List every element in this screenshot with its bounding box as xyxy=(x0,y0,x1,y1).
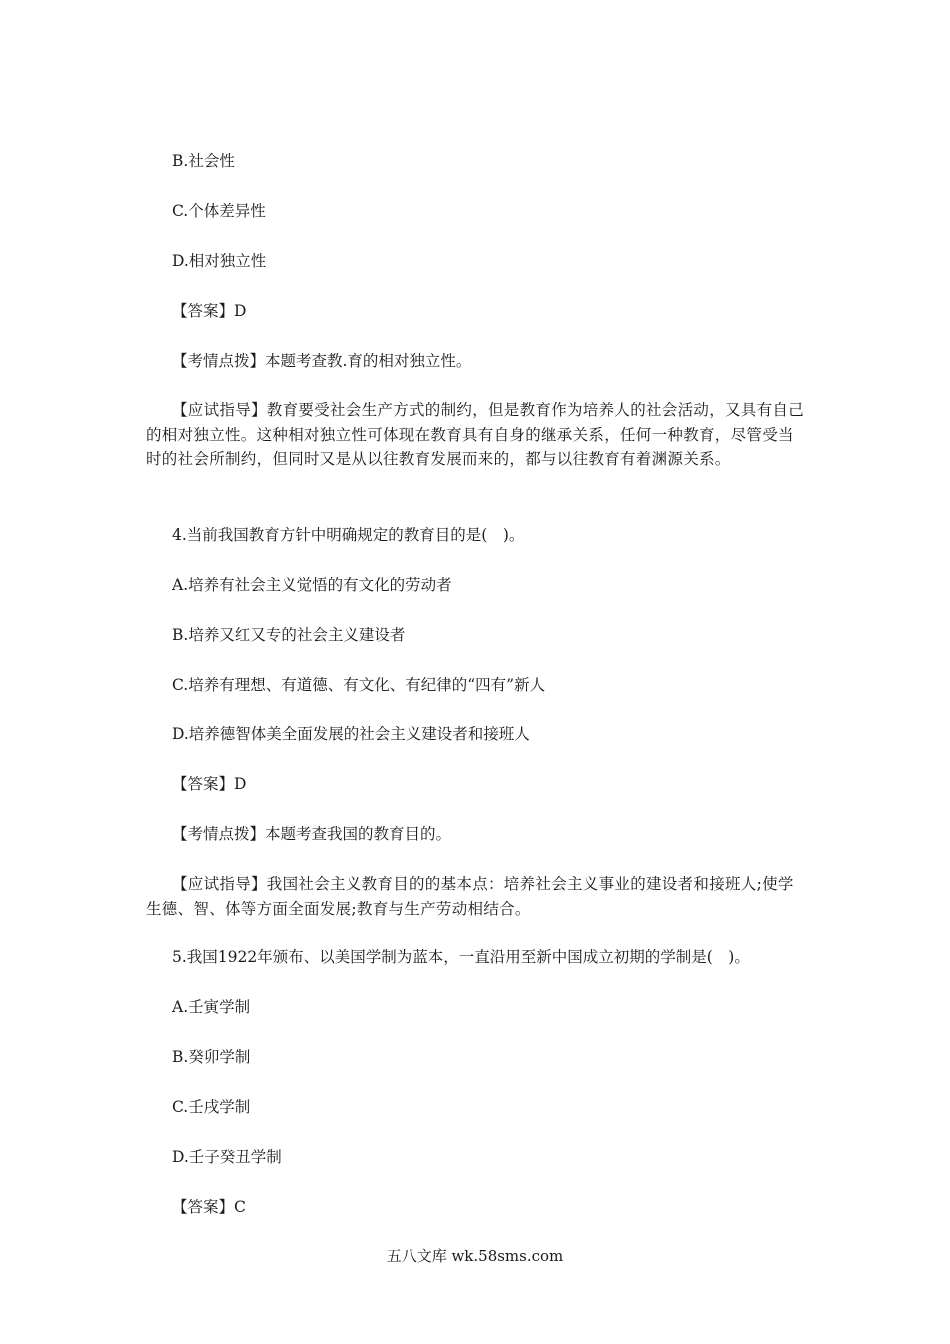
question-4-answer: 【答案】D xyxy=(172,775,247,793)
question-4-guidance-paragraph: 【应试指导】我国社会主义教育目的的基本点：培养社会主义事业的建设者和接班人;使学生德、智、体等方面全面发展;教育与生产劳动相结合。 xyxy=(146,875,794,918)
option-b-social: B.社会性 xyxy=(172,152,235,170)
exam-point-line: 【考情点拨】本题考查教.育的相对独立性。 xyxy=(172,352,472,370)
question-4-option-b: B.培养又红又专的社会主义建设者 xyxy=(172,626,406,644)
answer-line: 【答案】D xyxy=(172,302,247,320)
question-5-answer: 【答案】C xyxy=(172,1198,246,1216)
question-4-option-c: C.培养有理想、有道德、有文化、有纪律的“四有”新人 xyxy=(172,676,546,694)
option-c-individual-difference: C.个体差异性 xyxy=(172,202,266,220)
question-4-exam-point: 【考情点拨】本题考查我国的教育目的。 xyxy=(172,825,452,843)
question-5-option-b: B.癸卯学制 xyxy=(172,1048,251,1066)
question-5-option-c: C.壬戌学制 xyxy=(172,1098,251,1116)
question-4-option-d: D.培养德智体美全面发展的社会主义建设者和接班人 xyxy=(172,725,530,743)
question-5-option-a: A.壬寅学制 xyxy=(172,998,251,1016)
question-5-option-d: D.壬子癸丑学制 xyxy=(172,1148,282,1166)
question-4-option-a: A.培养有社会主义觉悟的有文化的劳动者 xyxy=(172,576,452,594)
page-footer: 五八文库 wk.58sms.com xyxy=(386,1247,564,1265)
guidance-paragraph: 【应试指导】教育要受社会生产方式的制约，但是教育作为培养人的社会活动，又具有自己的相对独立性。这种相对独立性可体现在教育具有自身的继承关系，任何一种教育，尽管受当时的社会所制约，但同时又是从以往教育发展而来的，都与以往教育有着渊源关系。 xyxy=(146,401,805,468)
option-d-relative-independence: D.相对独立性 xyxy=(172,252,267,270)
question-5: 5.我国1922年颁布、以美国学制为蓝本，一直沿用至新中国成立初期的学制是( )。 xyxy=(172,948,750,966)
question-4: 4.当前我国教育方针中明确规定的教育目的是( )。 xyxy=(172,526,525,544)
